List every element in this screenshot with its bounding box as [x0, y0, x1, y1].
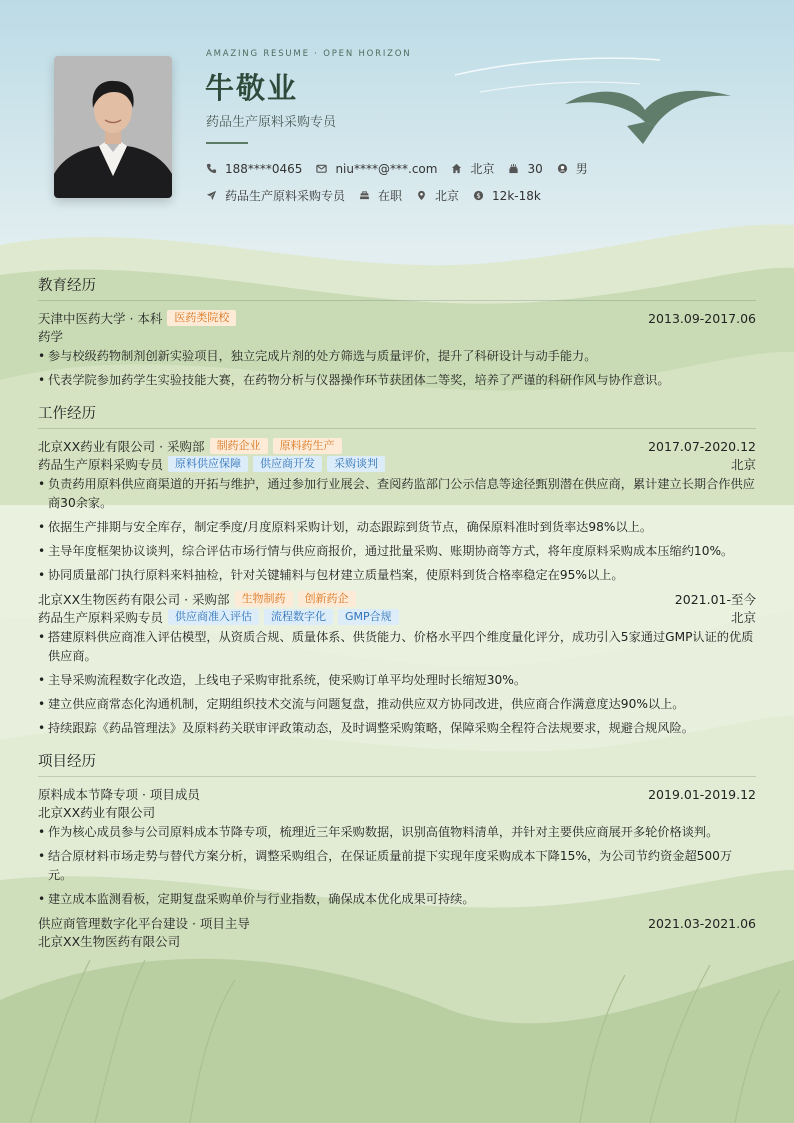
job-city: 北京	[730, 457, 756, 472]
home-text: 北京	[470, 162, 495, 176]
status-item	[359, 187, 402, 204]
job-company: 北京XX生物医药有限公司 · 采购部	[38, 592, 230, 607]
project-org: 北京XX药业有限公司	[38, 805, 156, 820]
list-item: • 主导采购流程数字化改造，上线电子采购审批系统，使采购订单平均处理时长缩短30%。	[38, 671, 756, 690]
status-text: 在职	[378, 189, 403, 203]
education-row	[38, 309, 756, 327]
project-name: 原料成本节降专项 · 项目成员	[38, 787, 200, 802]
home-item	[451, 160, 494, 177]
skill-tag: 流程数字化	[264, 609, 333, 625]
resume-tagline: AMAZING RESUME · OPEN HORIZON	[206, 49, 412, 59]
job-date: 2021.01-至今	[674, 592, 756, 607]
list-item: • 结合原材料市场走势与替代方案分析，调整采购组合，在保证质量前提下实现年度采购成本下降15%，为公司节约资金超500万元。	[38, 847, 756, 885]
job-bullets	[38, 628, 756, 738]
email-text: niu****@***.com	[335, 161, 438, 176]
list-item: • 建立成本监测看板，定期复盘采购单价与行业指数，确保成本优化成果可持续。	[38, 890, 756, 909]
send-icon	[206, 190, 217, 201]
age-item	[508, 162, 542, 176]
job-intent-row	[206, 187, 555, 204]
salary-icon	[473, 190, 484, 201]
contact-info-row	[206, 160, 602, 177]
phone-text: 188****0465	[225, 161, 303, 176]
project-bullets	[38, 823, 756, 909]
title-divider	[206, 142, 248, 144]
mail-icon	[316, 163, 327, 174]
skill-tag: 供应商准入评估	[168, 609, 259, 625]
phone-item	[206, 162, 302, 176]
job-city: 北京	[730, 610, 756, 625]
company-tag: 原料药生产	[273, 438, 342, 454]
intent-position-text: 药品生产原料采购专员	[225, 189, 346, 203]
projects-section	[38, 750, 756, 950]
cake-icon	[508, 163, 519, 174]
profile-photo	[54, 56, 172, 198]
job-position: 药品生产原料采购专员	[38, 610, 164, 625]
skill-tag: 供应商开发	[253, 456, 322, 472]
job-header	[38, 437, 756, 455]
project-header	[38, 914, 756, 932]
list-item: • 依据生产排期与安全库存，制定季度/月度原料采购计划，动态跟踪到货节点，确保原料准时到货率达98%以上。	[38, 518, 756, 537]
major: 药学	[38, 329, 64, 344]
list-item: • 作为核心成员参与公司原料成本节降专项，梳理近三年采购数据，识别高值物料清单，并针对主要供应商展开多轮价格谈判。	[38, 823, 756, 842]
svg-text:$: $	[476, 191, 481, 200]
list-item: • 协同质量部门执行原料来料抽检，针对关键辅料与包材建立质量档案，使原料到货合格率稳定在95%以上。	[38, 566, 756, 585]
age-text: 30	[527, 161, 543, 176]
bird-decoration	[563, 82, 733, 147]
list-item: • 主导年度框架协议谈判，综合评估市场行情与供应商报价，通过批量采购、账期协商等方式，将年度原料采购成本压缩约10%。	[38, 542, 756, 561]
list-item: • 持续跟踪《药品管理法》及原料药关联审评政策动态，及时调整采购策略，保障采购全程符合法规要求，规避合规风险。	[38, 719, 756, 738]
gender-icon	[557, 163, 568, 174]
job-position-row	[38, 455, 756, 473]
list-item: • 参与校级药物制剂创新实验项目，独立完成片剂的处方筛选与质量评价，提升了科研设计与动手能力。	[38, 347, 756, 366]
company-tag: 制药企业	[210, 438, 268, 454]
school-name: 天津中医药大学 · 本科	[38, 311, 163, 326]
briefcase-icon	[359, 190, 370, 201]
email-item	[316, 162, 437, 176]
education-title: 教育经历	[38, 274, 756, 301]
list-item: • 建立供应商常态化沟通机制，定期组织技术交流与问题复盘，推动供应双方协同改进，供应商合作满意度达90%以上。	[38, 695, 756, 714]
candidate-role: 药品生产原料采购专员	[206, 115, 337, 130]
education-section	[38, 274, 756, 395]
job-position-row	[38, 608, 756, 626]
project-name: 供应商管理数字化平台建设 · 项目主导	[38, 916, 250, 931]
job-position: 药品生产原料采购专员	[38, 457, 164, 472]
candidate-name: 牛敬业	[205, 71, 299, 105]
projects-title: 项目经历	[38, 750, 756, 777]
intent-city-item	[416, 187, 459, 204]
gender-text: 男	[575, 162, 588, 176]
skill-tag: GMP合规	[338, 609, 399, 625]
work-section	[38, 402, 756, 743]
job-company: 北京XX药业有限公司 · 采购部	[38, 439, 205, 454]
company-tag: 创新药企	[298, 591, 356, 607]
project-date: 2019.01-2019.12	[648, 786, 756, 802]
skill-tag: 原料供应保障	[168, 456, 248, 472]
phone-icon	[206, 163, 217, 174]
intent-position-item	[206, 187, 345, 204]
intent-city-text: 北京	[435, 189, 460, 203]
salary-item	[473, 189, 541, 203]
gender-item	[557, 160, 588, 177]
list-item: • 搭建原料供应商准入评估模型，从资质合规、质量体系、供货能力、价格水平四个维度量化评分，成功引入5家通过GMP认证的优质供应商。	[38, 628, 756, 666]
skill-tag: 采购谈判	[327, 456, 385, 472]
salary-text: 12k-18k	[492, 188, 541, 203]
job-bullets	[38, 475, 756, 585]
education-date: 2013.09-2017.06	[648, 310, 756, 326]
location-pin-icon	[416, 190, 427, 201]
project-header	[38, 785, 756, 803]
school-tag: 医药类院校	[167, 310, 236, 326]
list-item: • 代表学院参加药学生实验技能大赛，在药物分析与仪器操作环节获团体二等奖，培养了严谨的科研作风与协作意识。	[38, 371, 756, 390]
education-bullets	[38, 347, 756, 390]
job-header	[38, 590, 756, 608]
project-org: 北京XX生物医药有限公司	[38, 934, 181, 949]
work-title: 工作经历	[38, 402, 756, 429]
list-item: • 负责药用原料供应商渠道的开拓与维护，通过参加行业展会、查阅药监部门公示信息等途径甄别潜在供应商，累计建立长期合作供应商30余家。	[38, 475, 756, 513]
project-date: 2021.03-2021.06	[648, 915, 756, 931]
home-icon	[451, 163, 462, 174]
job-date: 2017.07-2020.12	[648, 438, 756, 454]
company-tag: 生物制药	[235, 591, 293, 607]
